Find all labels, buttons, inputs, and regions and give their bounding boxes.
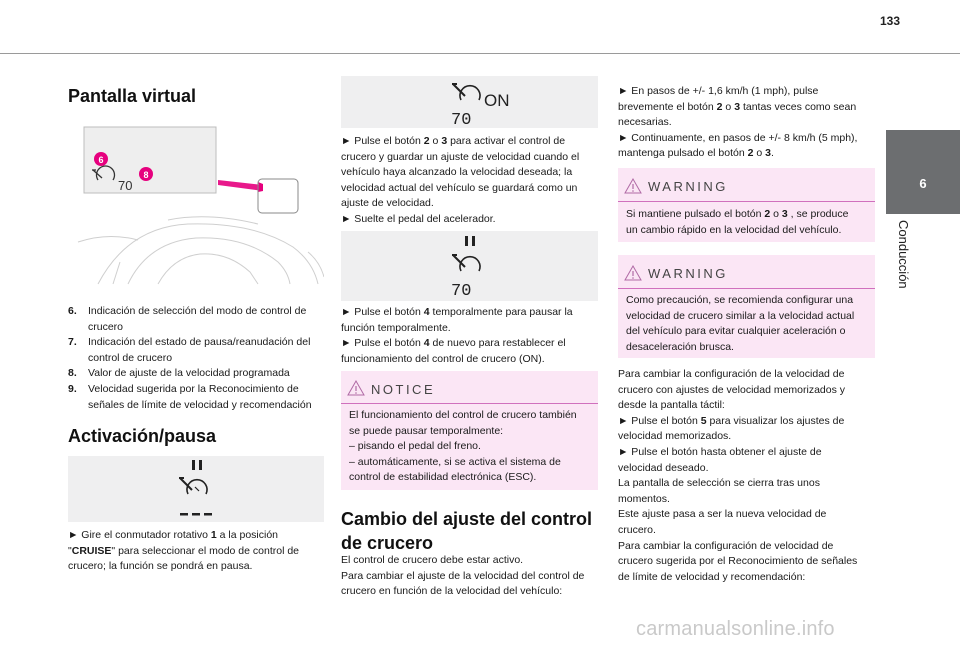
chapter-number: 6 xyxy=(919,176,927,191)
text-line: crucero con ajustes de velocidad memorizados y xyxy=(618,383,846,396)
memorized-paragraph xyxy=(618,367,878,585)
pause-paragraph xyxy=(341,305,599,367)
legend-number: 6. xyxy=(68,305,77,317)
text-line: se puede pausar temporalmente: xyxy=(349,424,504,437)
legend-item xyxy=(68,382,326,413)
activation-paragraph xyxy=(68,528,326,575)
warning-header xyxy=(618,255,875,289)
header-rule xyxy=(0,53,960,54)
on-display-icons xyxy=(341,76,598,128)
warning-box-2 xyxy=(618,255,875,358)
heading-line: Cambio del ajuste del control xyxy=(341,509,593,529)
legend-item xyxy=(68,304,326,335)
panel2-speed: 70 xyxy=(451,282,472,301)
warning-triangle-icon xyxy=(624,265,642,281)
hud-speed-text: 70 xyxy=(118,178,133,193)
text-line: – automáticamente, si se activa el sistema de xyxy=(349,455,561,468)
text-line: Como precaución, se recomienda configurar una xyxy=(626,294,854,306)
text-line: ► Pulse el botón 4 temporalmente para pausar la xyxy=(341,306,573,318)
text-line: de límite de velocidad y recomendación: xyxy=(618,570,806,583)
text-line: ► Pulse el botón hasta obtener el ajuste de xyxy=(618,445,822,458)
text-line: control de estabilidad electrónica (ESC). xyxy=(349,471,537,484)
warning-triangle-icon xyxy=(624,178,642,194)
text-line: velocidad de crucero similar a la velocidad actual xyxy=(626,309,855,322)
text-line: – pisando el pedal del freno. xyxy=(349,440,481,453)
legend-text: Valor de ajuste de la velocidad programada xyxy=(88,367,290,380)
text-line: El control de crucero debe estar activo. xyxy=(341,554,524,566)
text-line: crucero; la función se pondrá en pausa. xyxy=(68,560,253,573)
text-line: velocidad deseado. xyxy=(618,461,709,474)
text-line: momentos. xyxy=(618,492,670,505)
text-line: un cambio rápido en la velocidad del vehículo. xyxy=(626,223,842,236)
text-line: "CRUISE" para seleccionar el modo de control de xyxy=(68,544,300,557)
chapter-label-text: Conducción xyxy=(896,220,911,289)
cruise-gauge-icon xyxy=(452,84,480,100)
notice-triangle-icon xyxy=(347,380,365,396)
paused-display-icons xyxy=(341,231,598,301)
text-line: velocidad actual del vehículo se guardará como un xyxy=(341,181,578,194)
text-line: ► En pasos de +/- 1,6 km/h (1 mph), pulse xyxy=(618,85,819,97)
notice-body xyxy=(349,408,590,486)
section-heading-cambio xyxy=(341,507,601,555)
text-line: ► Suelte el pedal del acelerador. xyxy=(341,212,496,225)
warning-title: WARNING xyxy=(648,266,728,281)
text-line: crucero. xyxy=(618,523,656,536)
text-line: crucero y guardar un ajuste de velocidad cuando el xyxy=(341,150,580,163)
display-panel-pause xyxy=(68,456,324,522)
notice-header xyxy=(341,371,598,404)
text-line: velocidad memorizados. xyxy=(618,430,732,443)
watermark: carmanualsonline.info xyxy=(636,618,835,640)
warning-box-1 xyxy=(618,168,875,242)
text-line: ► Pulse el botón 4 de nuevo para restablecer el xyxy=(341,337,566,350)
text-line: función temporalmente. xyxy=(341,321,451,334)
page-number: 133 xyxy=(880,14,901,28)
cruise-gauge-icon xyxy=(179,478,207,494)
legend-text: Indicación del estado de pausa/reanudación del control de crucero xyxy=(88,336,311,364)
text-line: desaceleración brusca. xyxy=(626,340,734,353)
text-line: Para cambiar el ajuste de la velocidad del control de xyxy=(341,569,585,582)
legend-text: Velocidad sugerida por la Reconocimiento de señales de límite de velocidad y recomendación xyxy=(88,382,312,411)
pause-icon xyxy=(465,236,475,246)
on-label: ON xyxy=(484,91,510,110)
text-line: ► Pulse el botón 2 o 3 para activar el control de xyxy=(341,135,566,147)
text-line: ► Continuamente, en pasos de +/- 8 km/h (5 mph), xyxy=(618,131,858,144)
cruise-gauge-icon xyxy=(452,255,480,271)
display-panel-on xyxy=(341,76,598,128)
cambio-paragraph xyxy=(341,553,601,600)
text-line: La pantalla de selección se cierra tras unos xyxy=(618,477,820,490)
activate-paragraph xyxy=(341,134,599,228)
hud-diagram xyxy=(68,112,324,290)
warning-body xyxy=(626,293,867,355)
heading-line: de crucero xyxy=(341,533,434,553)
notice-box xyxy=(341,371,598,490)
text-line: ► Pulse el botón 5 para visualizar los ajustes de xyxy=(618,414,845,427)
chapter-tab[interactable] xyxy=(886,130,960,214)
text-line: El funcionamiento del control de crucero también xyxy=(349,409,577,421)
text-line: crucero sugerida por el Reconocimiento de señales xyxy=(618,555,858,568)
warning-body xyxy=(626,207,867,238)
text-line: ajuste de velocidad. xyxy=(341,197,434,210)
pause-display-icons xyxy=(68,456,324,522)
text-line: necesarias. xyxy=(618,116,672,129)
text-line: Para cambiar la configuración de la velocidad de xyxy=(618,368,845,380)
notice-title: NOTICE xyxy=(371,382,436,397)
legend-number: 7. xyxy=(68,336,77,349)
legend-number: 9. xyxy=(68,382,77,395)
steps-paragraph xyxy=(618,84,878,162)
text-line: Para cambiar la configuración de velocidad de xyxy=(618,539,834,552)
section-heading-pantalla: Pantalla virtual xyxy=(68,86,197,106)
section-heading-activacion: Activación/pausa xyxy=(68,426,217,446)
legend-item xyxy=(68,335,326,366)
callout-6-text: 6 xyxy=(98,155,104,165)
callout-8-text: 8 xyxy=(143,170,149,180)
text-line: Si mantiene pulsado el botón 2 o 3 , se produce xyxy=(626,208,849,220)
text-line: Este ajuste pasa a ser la nueva velocidad de xyxy=(618,508,827,521)
text-line: del vehículo para evitar cualquier aceleración o xyxy=(626,325,846,338)
legend-item xyxy=(68,366,326,382)
text-line: mantenga pulsado el botón 2 o 3. xyxy=(618,147,774,160)
text-line: funcionamiento del control de crucero (ON). xyxy=(341,352,545,365)
warning-title: WARNING xyxy=(648,179,728,194)
text-line: crucero en función de la velocidad del vehículo: xyxy=(341,585,563,598)
chapter-label xyxy=(893,220,913,310)
text-line: vehículo haya alcanzado la velocidad deseada; la xyxy=(341,166,573,179)
legend-text: Indicación de selección del modo de control de crucero xyxy=(88,305,307,333)
text-line: ► Gire el conmutador rotativo 1 a la posición xyxy=(68,529,279,541)
legend-list xyxy=(68,304,326,413)
display-panel-paused xyxy=(341,231,598,301)
dashboard-illustration xyxy=(68,112,324,290)
dashes-icon xyxy=(180,513,212,516)
legend-number: 8. xyxy=(68,367,77,380)
warning-header xyxy=(618,168,875,202)
text-line: desde la pantalla táctil: xyxy=(618,399,725,412)
pause-icon xyxy=(192,460,202,470)
text-line: brevemente el botón 2 o 3 tantas veces como sean xyxy=(618,100,857,113)
panel1-speed: 70 xyxy=(451,111,472,128)
